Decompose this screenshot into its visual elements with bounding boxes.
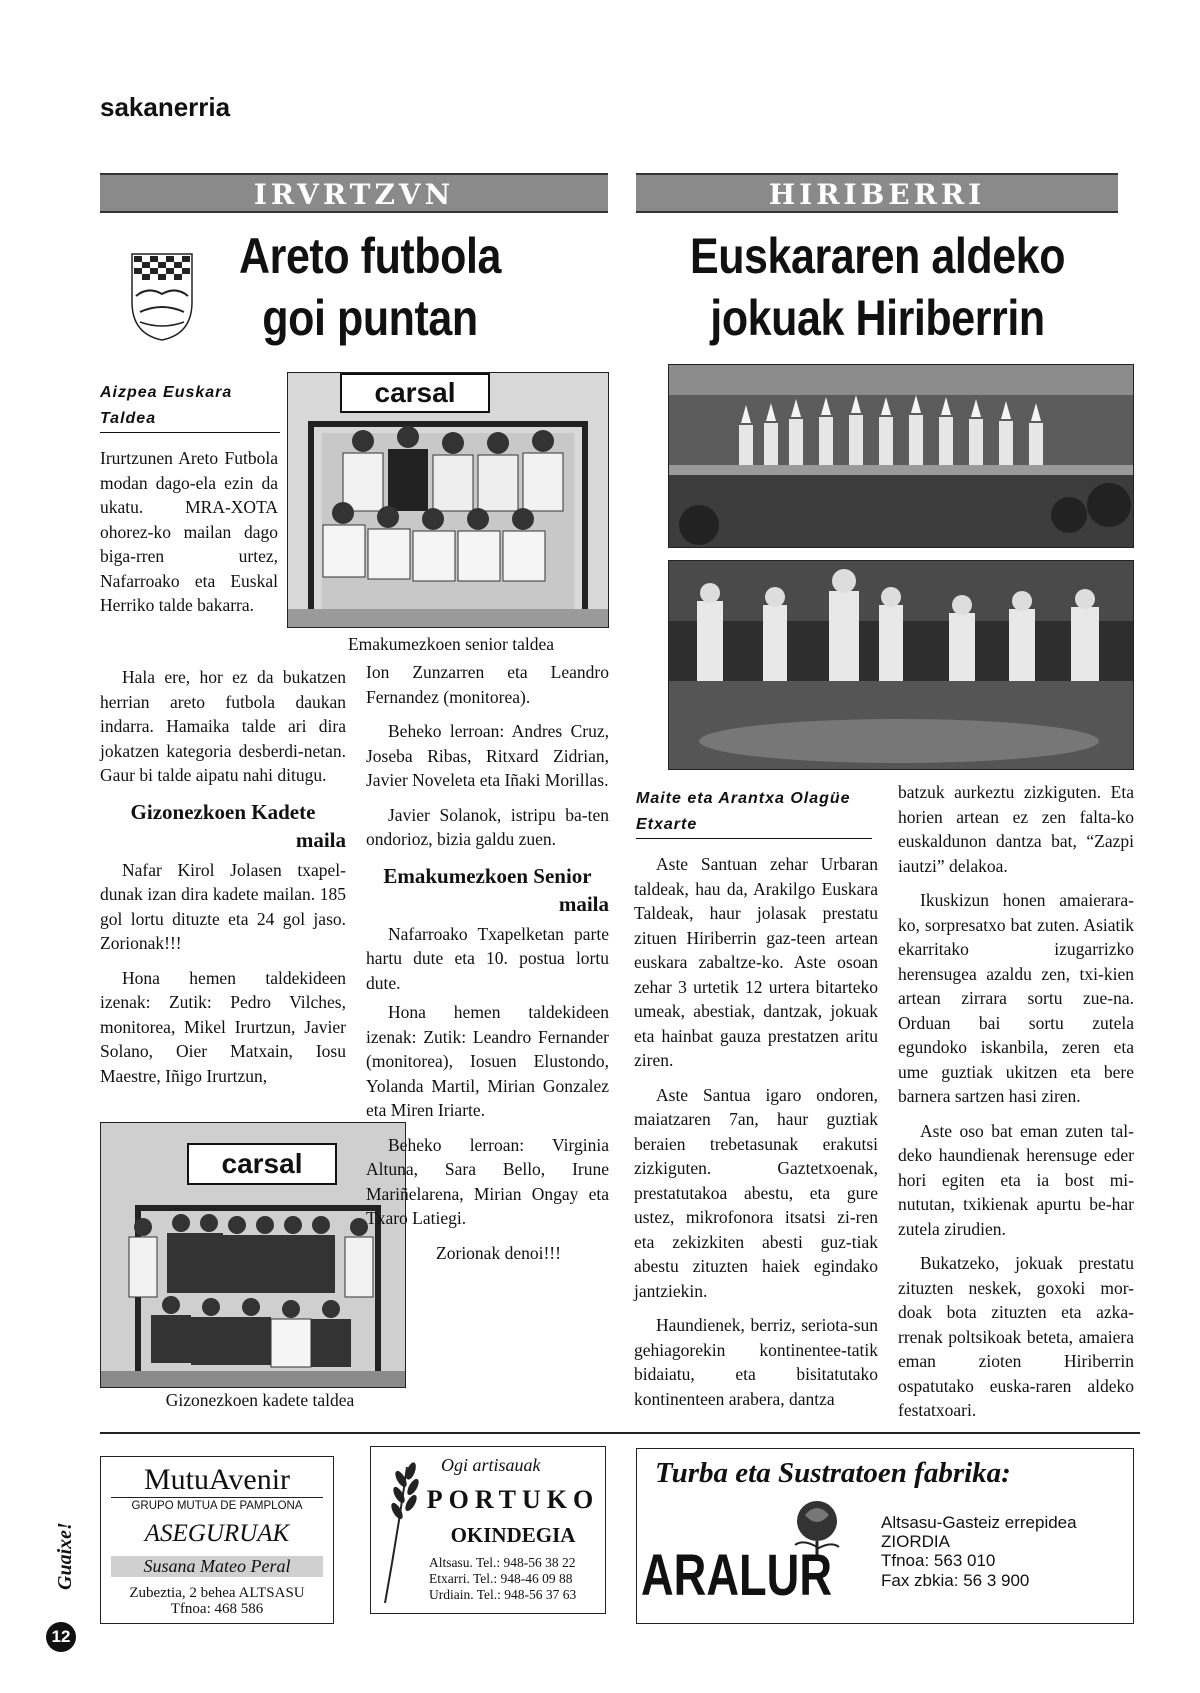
right-byline-line1: Maite eta Arantxa Olagüe	[636, 790, 851, 807]
aralur-phone: Tfnoa: 563 010	[881, 1551, 996, 1570]
left-byline-line1: Aizpea Euskara	[100, 384, 233, 401]
mutuavenir-group: GRUPO MUTUA DE PAMPLONA	[111, 1497, 323, 1512]
right-town-banner: HIRIBERRI	[636, 173, 1118, 213]
photo2-caption: Gizonezkoen kadete taldea	[165, 1390, 355, 1410]
photo-stage-children-2	[668, 560, 1134, 770]
left-town-banner: IRVRTZVN	[100, 173, 608, 213]
right-byline	[636, 786, 872, 839]
left-headline-line2: goi puntan	[262, 290, 478, 346]
carsal-sign-1: carsal	[340, 373, 490, 413]
portuko-brand: PORTUKO	[426, 1485, 600, 1514]
right-headline-line2: jokuak Hiriberrin	[710, 290, 1045, 346]
left-p8: Nafarroako Txapelketan parte hartu dute eta 10. postua lortu dute.	[366, 923, 609, 993]
mutuavenir-agent: Susana Mateo Peral	[111, 1556, 323, 1577]
left-p11: Zorionak denoi!!!	[436, 1242, 561, 1263]
portuko-tagline: Ogi artisauak	[441, 1455, 541, 1475]
ad-aralur	[636, 1448, 1134, 1624]
wheat-icon	[377, 1457, 427, 1607]
left-p9: Hona hemen taldekideen izenak: Zutik: Leandro Fernander (monitorea), Iosuen Elustondo, Yolanda Martil, Mirian Gonzalez eta Miren Iriarte.	[366, 1002, 609, 1120]
left-col-b	[366, 660, 609, 1005]
mutuavenir-name: MutuAvenir	[143, 1463, 291, 1496]
left-p10: Beheko lerroan: Virginia Altuna, Sara Bello, Irune Mariñelarena, Mirian Ongay eta Txaro Latiegi.	[366, 1134, 609, 1228]
left-subhead-senior-a: Emakumezkoen Senior	[383, 863, 592, 888]
photo-men-kadete-team	[100, 1122, 406, 1388]
left-p6: Beheko lerroan: Andres Cruz, Joseba Ribas, Ritxard Zidrian, Javier Noveleta eta Iñaki Morillas.	[366, 721, 609, 790]
left-p3: Nafar Kirol Jolasen txapel-dunak izan dira kadete mailan. 185 gol lortu dituzte eta 24 gol jaso. Zorionak!!!	[100, 859, 346, 953]
carsal-sign-2: carsal	[187, 1143, 337, 1185]
left-subhead-senior	[366, 862, 609, 918]
right-p7: Bukatzeko, jokuak prestatu zituzten neskek, goxoki mor-doak bota zituzten eta azka-rrenak poltsikoak beteta, amaiera eman zioten Hiriberrin ospatutako euska-raren aldeko festatxoari.	[898, 1253, 1134, 1420]
left-intro	[100, 446, 278, 628]
page-number: 12	[46, 1622, 76, 1652]
left-col-a	[100, 665, 346, 1098]
portuko-type: OKINDEGIA	[450, 1523, 576, 1547]
aralur-fax: Fax zbkia: 56 3 900	[881, 1571, 1030, 1590]
left-p4: Hona hemen taldekideen izenak: Zutik: Pedro Vilches, monitorea, Mikel Irurtzun, Javier Solano, Oier Matxain, Iosu Maestre, Iñigo Irurtzun,	[100, 967, 346, 1086]
coat-of-arms-icon	[128, 250, 196, 342]
mutuavenir-service: ASEGURUAK	[144, 1520, 290, 1547]
right-byline-line2: Etxarte	[636, 812, 872, 839]
ad-portuko	[370, 1446, 606, 1614]
left-subhead-kadete-b: maila	[295, 827, 346, 852]
portuko-tel3: Urdiain. Tel.: 948-56 37 63	[429, 1587, 577, 1602]
ad-mutuavenir	[100, 1456, 334, 1624]
left-subhead-senior-b: maila	[558, 891, 609, 916]
left-headline-line1: Areto futbola	[239, 228, 501, 284]
left-p5: Ion Zunzarren eta Leandro Fernandez (monitorea).	[366, 662, 609, 707]
aralur-address2: ZIORDIA	[881, 1532, 950, 1551]
aralur-address1: Altsasu-Gasteiz errepidea	[881, 1513, 1077, 1532]
mutuavenir-phone: Tfnoa: 468 586	[170, 1601, 264, 1617]
ads-divider	[100, 1432, 1140, 1434]
right-p6: Aste oso bat eman zuten tal-deko haundienak herensuge eder hori egiten eta ia bost mi-nututan, txikienak apurtu be-har zutela zirudien.	[898, 1120, 1134, 1239]
photo-women-senior-team	[287, 372, 609, 628]
left-col-c	[366, 1000, 609, 1275]
right-p4: batzuk aurkeztu zizkiguten. Eta horien artean ez zen falta-ko euskaldunon dantza bat, “Zazpi iautzi” delakoa.	[898, 782, 1134, 876]
portuko-tel1: Altsasu. Tel.: 948-56 38 22	[429, 1555, 576, 1570]
aralur-title: Turba eta Sustratoen fabrika:	[655, 1457, 1011, 1489]
left-byline	[100, 380, 280, 433]
right-p3: Haundienek, berriz, seriota-sun gehiagorekin kontinentee-tatik bidaiatu, eta bisitatutako kontinenteen arabera, dantza	[634, 1315, 878, 1409]
magazine-logo: Guaixe!	[54, 1522, 76, 1590]
left-p7: Javier Solanok, istripu ba-ten ondorioz, bizia galdu zuen.	[366, 804, 609, 849]
left-intro-text: Irurtzunen Areto Futbola modan dago-ela ezin da ukatu. MRA-XOTA ohorez-ko mailan dago biga-rren urtez, Nafarroako eta Euskal Herriko talde bakarra.	[100, 448, 278, 615]
left-subhead-kadete-a: Gizonezkoen Kadete	[130, 799, 316, 824]
right-col-b	[898, 780, 1134, 1433]
right-p1: Aste Santuan zehar Urbaran taldeak, hau da, Arakilgo Euskara Taldeak, haur jolasak prestatu zituen Hiriberrin gaz-teen artean euskara zabaltze-ko. Aste osoan zehar 3 urtetik 12 urtera bitarteko umeak, abestiak, dantzak, jokuak eta hainbat gauza prestatzen aritu ziren.	[634, 854, 878, 1070]
right-headline-line1: Euskararen aldeko	[689, 228, 1066, 284]
right-p2: Aste Santua igaro ondoren, maiatzaren 7an, haur guztiak beraien trebetasunak erakutsi zizkiguten. Gaztetxoenak, prestatutakoa abestu, eta gure ustez, mikrofonora itsatsi zi-ren eta zekizkiten abesti guz-tiak abestu zituzten haiek egindako jantziekin.	[634, 1084, 878, 1301]
section-label: sakanerria	[100, 92, 231, 122]
mutuavenir-address: Zubeztia, 2 behea ALTSASU	[129, 1585, 305, 1601]
right-col-a	[634, 852, 878, 1421]
left-subhead-kadete	[100, 798, 346, 854]
left-byline-line2: Taldea	[100, 406, 280, 433]
photo-stage-children-1	[668, 364, 1134, 548]
left-p2: Hala ere, hor ez da bukatzen herrian areto futbola daukan indarra. Hamaika talde ari dira jokatzen kategoria desberdi-netan. Gaur bi talde aipatu nahi ditugu.	[100, 667, 346, 785]
aralur-brand: ARALUR	[641, 1543, 832, 1608]
portuko-tel2: Etxarri. Tel.: 948-46 09 88	[429, 1571, 573, 1586]
right-p5: Ikuskizun honen amaierara-ko, sorpresatxo bat zuten. Asiatik ekarritako izugarrizko herensugea azaldu zen, txi-kien artean zirrara sortu zue-na. Orduan bai sortu zutela egundoko iskanbila, zeren eta ume guztiak ukitzen eta bere barnera sartzen hasi ziren.	[898, 890, 1134, 1106]
photo1-caption: Emakumezkoen senior taldea	[347, 634, 555, 654]
